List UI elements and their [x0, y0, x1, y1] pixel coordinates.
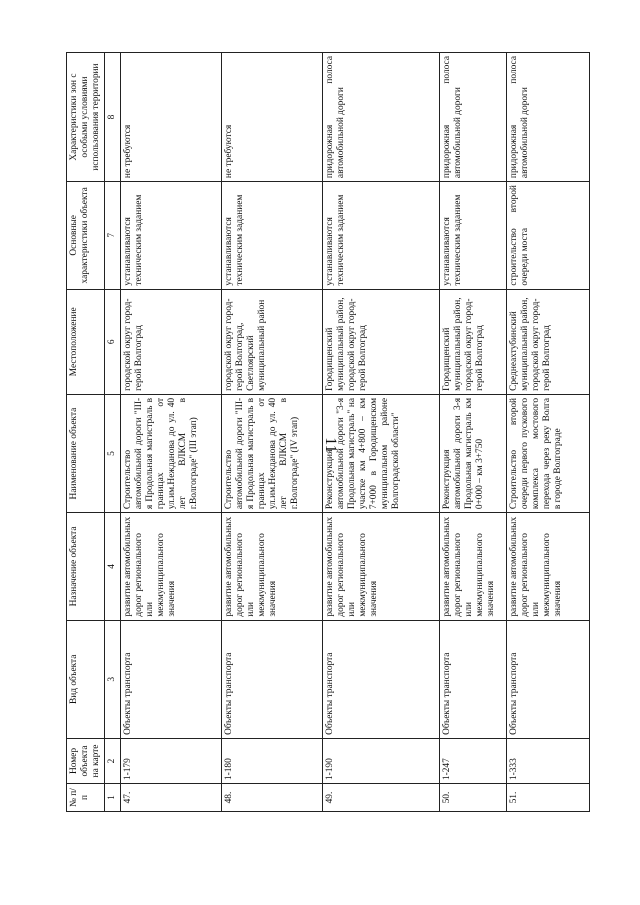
row-name: Реконструкция автомобильной дороги 3-я Продольная магистраль км 0+000 – км 3+750	[440, 394, 507, 512]
column-number: 6	[105, 289, 121, 394]
column-number: 2	[105, 738, 121, 783]
row-object-kind: Объекты транспорта	[222, 620, 323, 738]
row-zones: придорожная полоса автомобильной дороги	[323, 53, 440, 182]
row-characteristics: устанавливаются техническим заданием	[222, 182, 323, 290]
table-row	[507, 53, 590, 812]
row-object-kind: Объекты транспорта	[121, 620, 222, 738]
table-row	[440, 53, 507, 812]
table-row	[222, 53, 323, 812]
table-row	[121, 53, 222, 812]
column-number: 4	[105, 513, 121, 621]
row-purpose: развитие автомобильных дорог регионального или межмуниципального значения	[323, 513, 440, 621]
row-zones: придорожная полоса автомобильной дороги	[440, 53, 507, 182]
row-characteristics: устанавливаются техническим заданием	[121, 182, 222, 290]
header-name: Наименование объекта	[67, 394, 105, 512]
header-zones: Характеристики зон с особыми условиями использования территории	[67, 53, 105, 182]
row-object-kind: Объекты транспорта	[440, 620, 507, 738]
rotated-table-wrapper	[66, 52, 586, 812]
row-map-number: 1-190	[323, 738, 440, 783]
header-object-kind: Вид объекта	[67, 620, 105, 738]
row-name: Строительство второй очереди первого пускового комплекса мостового перехода через реку Волга в городе Волгограде	[507, 394, 590, 512]
column-number: 1	[105, 784, 121, 812]
header-map-number: Номер объекта на карте	[67, 738, 105, 783]
row-location: городской округ город-герой Волгоград, Светлоярский муниципальный район	[222, 289, 323, 394]
column-number: 3	[105, 620, 121, 738]
row-location: Городищенский муниципальный район, городской округ город-герой Волгоград	[440, 289, 507, 394]
table-row	[323, 53, 440, 812]
header-purpose: Назначение объекта	[67, 513, 105, 621]
row-map-number: 1-333	[507, 738, 590, 783]
header-index: № п/п	[67, 784, 105, 812]
page-number: 11	[322, 437, 339, 453]
column-number: 7	[105, 182, 121, 290]
row-map-number: 1-247	[440, 738, 507, 783]
row-index: 51.	[507, 784, 590, 812]
row-zones: не требуются	[121, 53, 222, 182]
row-purpose: развитие автомобильных дорог регионального или межмуниципального значения	[121, 513, 222, 621]
column-number: 8	[105, 53, 121, 182]
row-characteristics: строительство второй очереди моста	[507, 182, 590, 290]
column-number-row	[105, 53, 121, 812]
row-location: Городищенский муниципальный район, городской округ город-герой Волгоград	[323, 289, 440, 394]
row-purpose: развитие автомобильных дорог регионального или межмуниципального значения	[507, 513, 590, 621]
row-location: Среднеахтубинский муниципальный район, городской округ город-герой Волгоград	[507, 289, 590, 394]
row-index: 47.	[121, 784, 222, 812]
row-zones: придорожная полоса автомобильной дороги	[507, 53, 590, 182]
row-characteristics: устанавливаются техническим заданием	[323, 182, 440, 290]
row-purpose: развитие автомобильных дорог регионального или межмуниципального значения	[222, 513, 323, 621]
objects-table	[66, 52, 590, 812]
row-characteristics: устанавливаются техническим заданием	[440, 182, 507, 290]
row-object-kind: Объекты транспорта	[507, 620, 590, 738]
row-zones: не требуются	[222, 53, 323, 182]
row-map-number: 1-180	[222, 738, 323, 783]
row-name: Строительство автомобильной дороги "III-я Продольная магистраль в границах от ул.им.Нежданова до ул. 40 лет ВЛКСМ в г.Волгограде" (IV этап)	[222, 394, 323, 512]
row-name: Реконструкция автомобильной дороги "3-я Продольная магистраль" на участке км 4+800 – км 7+000 в Городищенском муниципальном районе Волгоградской области"	[323, 394, 440, 512]
header-location: Местоположение	[67, 289, 105, 394]
row-name: Строительство автомобильной дороги "III-я Продольная магистраль в границах от ул.им.Нежданова до ул. 40 лет ВЛКСМ в г.Волгограде" (III этап)	[121, 394, 222, 512]
row-index: 48.	[222, 784, 323, 812]
row-index: 49.	[323, 784, 440, 812]
row-map-number: 1-179	[121, 738, 222, 783]
row-purpose: развитие автомобильных дорог регионального или межмуниципального значения	[440, 513, 507, 621]
header-characteristics: Основные характеристики объекта	[67, 182, 105, 290]
row-index: 50.	[440, 784, 507, 812]
row-location: городской округ город-герой Волгоград	[121, 289, 222, 394]
column-number: 5	[105, 394, 121, 512]
header-row	[67, 53, 105, 812]
row-object-kind: Объекты транспорта	[323, 620, 440, 738]
